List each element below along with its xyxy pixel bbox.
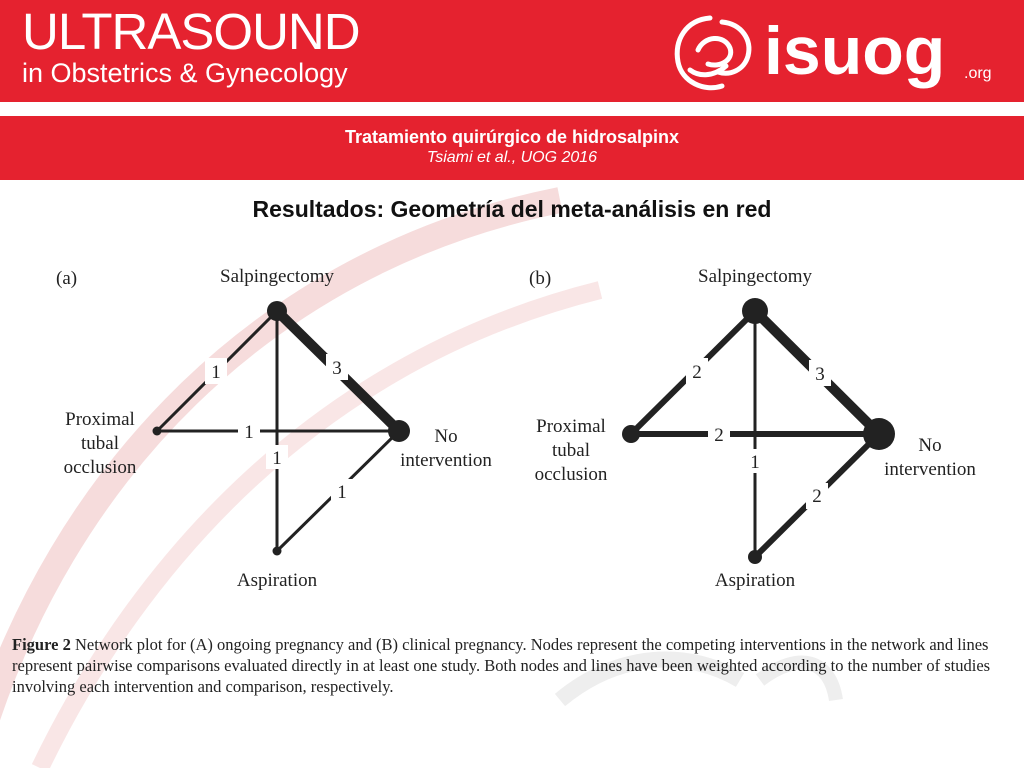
isuog-fetus-logo-icon [677,18,749,88]
title-band [0,116,1024,180]
node-a-proximal [153,427,162,436]
node-b-nointervention [863,418,895,450]
isuog-logo [668,6,1008,96]
edge-label-a-1: 1 [211,362,221,383]
edge-label-a-2: 3 [332,358,342,379]
node-a-salpingectomy [267,301,287,321]
node-label-a-nointervention-2: intervention [400,450,492,471]
node-a-nointervention [388,420,410,442]
node-a-aspiration [273,547,282,556]
panel-a [56,266,492,591]
panel-b-label: (b) [529,268,552,289]
node-label-b-aspiration: Aspiration [714,570,796,591]
journal-subtitle: in Obstetrics & Gynecology [22,58,348,88]
edge-label-a-3: 1 [244,422,254,443]
journal-title: ULTRASOUND [22,3,360,60]
isuog-wordmark: isuog [764,13,946,89]
band-title: Tratamiento quirúrgico de hidrosalpinx [344,127,680,147]
network-plot-figure [0,240,1024,610]
node-label-b-nointervention-1: No [918,435,942,456]
edge-label-b-3: 2 [714,425,724,446]
edge-label-a-4: 1 [272,448,282,469]
edge-label-b-1: 2 [692,362,702,383]
node-label-b-nointervention-2: intervention [884,459,976,480]
isuog-domain-suffix: .org [964,65,992,82]
node-b-proximal [622,425,640,443]
edge-label-b-5: 2 [812,486,822,507]
node-b-aspiration [748,550,762,564]
node-label-b-proximal-2: tubal [552,440,590,461]
figure-caption-text: Network plot for (A) ongoing pregnancy and (B) clinical pregnancy. Nodes represent the competing interventions in the network and lines represent pairwise comparisons evaluated directly in at least one study. Both nodes and lines have been weighted according to the number of studies involving each intervention and comparison, respectively. [12,635,991,696]
node-label-a-proximal-3: occlusion [63,457,137,478]
node-label-b-salpingectomy: Salpingectomy [698,266,812,287]
node-label-b-proximal-1: Proximal [536,416,606,437]
panel-b [529,266,976,591]
node-label-a-proximal-2: tubal [81,433,119,454]
figure-caption-label: Figure 2 [12,635,71,654]
slide-title: Resultados: Geometría del meta-análisis en red [252,196,772,222]
node-label-a-salpingectomy: Salpingectomy [220,266,334,287]
edge-label-b-2: 3 [815,364,825,385]
panel-a-label: (a) [56,268,78,289]
node-b-salpingectomy [742,298,768,324]
node-label-b-proximal-3: occlusion [534,464,608,485]
journal-header [0,0,1024,102]
node-label-a-nointervention-1: No [434,426,458,447]
edge-label-b-4: 1 [750,452,760,473]
band-citation: Tsiami et al., UOG 2016 [426,149,598,166]
figure-caption [12,634,1016,697]
node-label-a-proximal-1: Proximal [65,409,135,430]
edge-label-a-5: 1 [337,482,347,503]
node-label-a-aspiration: Aspiration [236,570,318,591]
